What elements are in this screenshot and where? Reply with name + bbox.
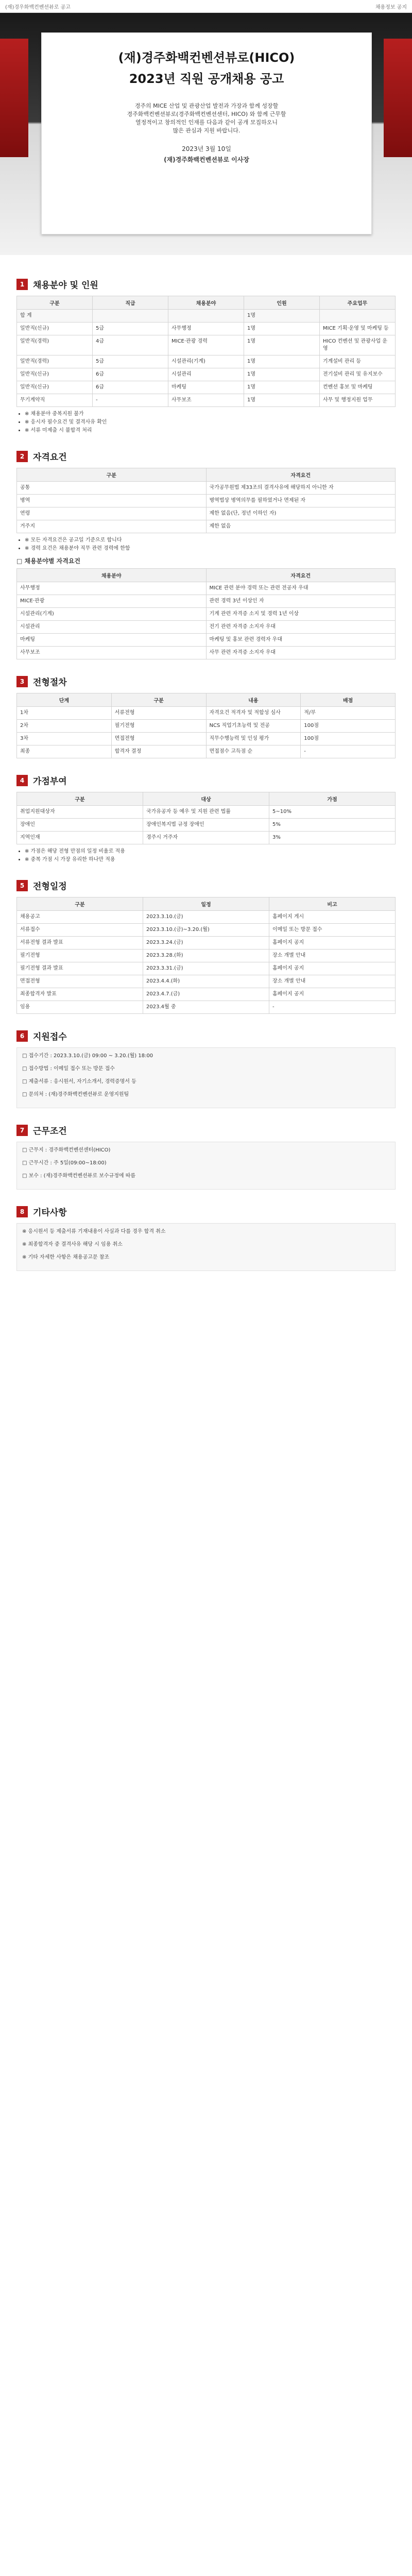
table3-title: □ 채용분야별 자격요건 (16, 557, 81, 565)
section-7-title: 7 근무조건 (16, 1124, 396, 1137)
hero-title: (재)경주화백컨벤션뷰로(HICO) (118, 50, 295, 65)
hero-decoration-left (0, 39, 28, 157)
section-4-title: 4 가점부여 (16, 774, 396, 787)
section-2-title: 2 자격요건 (16, 450, 396, 463)
hero-org: (재)경주화백컨벤션뷰로 이사장 (164, 156, 249, 163)
table-recruitment: 구분 직급 채용분야 인원 주요업무 합 계 1명 일반직(신규) 5급 사무행정 1명 MICE 기획·운영 및 마케팅 등 일반직(경력) 4급 MICE·관광 경력 1명 HICO 컨벤션 및 관광사업 운영 일반직(경력) 5급 시설관리(기계) 1명 기계설비 관리 등 일반직(신규) 6급 시설관리 1명 전기설비 관리 및 유지보수 일반직(신규) 6급 마케팅 1명 컨벤션 홍보 및 마케팅 무기계약직 - 사무보조 1명 사무 및 행정지원 업무 (16, 296, 396, 407)
content (0, 255, 412, 1278)
table1-h3: 인원 (244, 296, 320, 310)
section-4-badge-icon: 4 (16, 775, 28, 786)
section-5-badge-icon: 5 (16, 880, 28, 891)
table-bonus: 구분 대상 가점 취업지원대상자 국가유공자 등 예우 및 지원 관련 법률 5~10% 장애인 장애인복지법 규정 장애인 5% 지역인재 경주시 거주자 3% (16, 792, 396, 844)
section-8-badge-icon: 8 (16, 1206, 28, 1217)
section-1-title: 1 채용분야 및 인원 (16, 278, 396, 291)
section-1-badge-icon: 1 (16, 279, 28, 290)
section-3-badge-icon: 3 (16, 676, 28, 687)
apply-box: □ 접수기간 : 2023.3.10.(금) 09:00 ~ 3.20.(월) 18:00 □ 접수방법 : 이메일 접수 또는 방문 접수 □ 제출서류 : 응시원서, 자기소개서, 경력증명서 등 □ 문의처 : (재)경주화백컨벤션뷰로 운영지원팀 (16, 1047, 396, 1108)
table1-h2: 채용분야 (168, 296, 244, 310)
section-6-title: 6 지원접수 (16, 1029, 396, 1042)
top-bar (0, 0, 412, 13)
table2-notes: • ※ 모든 자격요건은 공고일 기준으로 합니다 • ※ 경력 요건은 채용분야 직무 관련 경력에 한함 (16, 536, 396, 552)
work-box: □ 근무지 : 경주화백컨벤션센터(HICO) □ 근무시간 : 주 5일(09:00~18:00) □ 보수 : (재)경주화백컨벤션뷰로 보수규정에 따름 (16, 1142, 396, 1190)
section-3-title: 3 전형절차 (16, 675, 396, 688)
table1-h1: 직급 (93, 296, 168, 310)
table1-h4: 주요업무 (320, 296, 396, 310)
table-process: 단계 구분 내용 배점 1차 서류전형 자격요건 적격자 및 적합성 심사 적/부 2차 필기전형 NCS 직업기초능력 및 전공 100점 3차 면접전형 직무수행능력 및 인성 평가 100점 최종 합격자 결정 면접점수 고득점 순 - (16, 693, 396, 758)
hero-subtitle: 2023년 직원 공개채용 공고 (129, 72, 284, 86)
section-2-badge-icon: 2 (16, 451, 28, 462)
hero-body: 경주의 MICE 산업 및 관광산업 발전과 가장과 함께 성장할 경주화백컨벤션뷰로(경주화백컨벤션센터, HICO) 와 함께 근무할 열정적이고 창의적인 인재를 다음과 같이 공개 모집하오니 많은 관심과 지원 바랍니다. (127, 103, 286, 134)
section-5-title: 5 전형일정 (16, 879, 396, 892)
hero-card (41, 32, 372, 234)
top-left: (재)경우화백컨벤션뷰로 공고 (5, 4, 71, 10)
hero-date: 2023년 3월 10일 (182, 145, 231, 152)
etc-box: ※ 응시원서 등 제출서류 기재내용이 사실과 다를 경우 합격 취소 ※ 최종합격자 중 결격사유 해당 시 임용 취소 ※ 기타 자세한 사항은 채용공고문 참조 (16, 1223, 396, 1271)
section-8-title: 8 기타사항 (16, 1205, 396, 1218)
hero (0, 13, 412, 255)
hero-decoration-right (384, 39, 412, 157)
table1-h0: 구분 (17, 296, 93, 310)
table-schedule: 구분 일정 비고 채용공고 2023.3.10.(금) 홈페이지 게시 서류접수 2023.3.10.(금)~3.20.(월) 이메일 또는 방문 접수 서류전형 결과 발표 2023.3.24.(금) 홈페이지 공지 필기전형 2023.3.28.(화) 장소 개별 안내 필기전형 결과 발표 2023.3.31.(금) 홈페이지 공지 면접전형 2023.4.4.(화) 장소 개별 안내 최종합격자 발표 2023.4.7.(금) 홈페이지 공지 임용 2023.4월 중 - (16, 897, 396, 1014)
table1-notes: • ※ 채용분야 중복지원 불가 • ※ 응시자 필수요건 및 결격사유 확인 • ※ 서류 미제출 시 불합격 처리 (16, 410, 396, 434)
section-6-badge-icon: 6 (16, 1030, 28, 1042)
table-field-qualification: 채용분야 자격요건 사무행정 MICE 관련 분야 경력 또는 관련 전공자 우대 MICE·관광 관련 경력 3년 이상인 자 시설관리(기계) 기계 관련 자격증 소지 및 경력 1년 이상 시설관리 전기 관련 자격증 소지자 우대 마케팅 마케팅 및 홍보 관련 경력자 우대 사무보조 사무 관련 자격증 소지자 우대 (16, 568, 396, 659)
table5-notes: • ※ 가점은 해당 전형 만점의 일정 비율로 적용 • ※ 중복 가점 시 가장 유리한 하나만 적용 (16, 848, 396, 863)
section-7-badge-icon: 7 (16, 1125, 28, 1136)
top-right: 채용정보 공지 (375, 4, 407, 10)
table-qualification: 구분 자격요건 공통 국가공무원법 제33조의 결격사유에 해당하지 아니한 자 병역 병역법상 병역의무를 필하였거나 면제된 자 연령 제한 없음(단, 정년 이하인 자) 거주지 제한 없음 (16, 468, 396, 533)
